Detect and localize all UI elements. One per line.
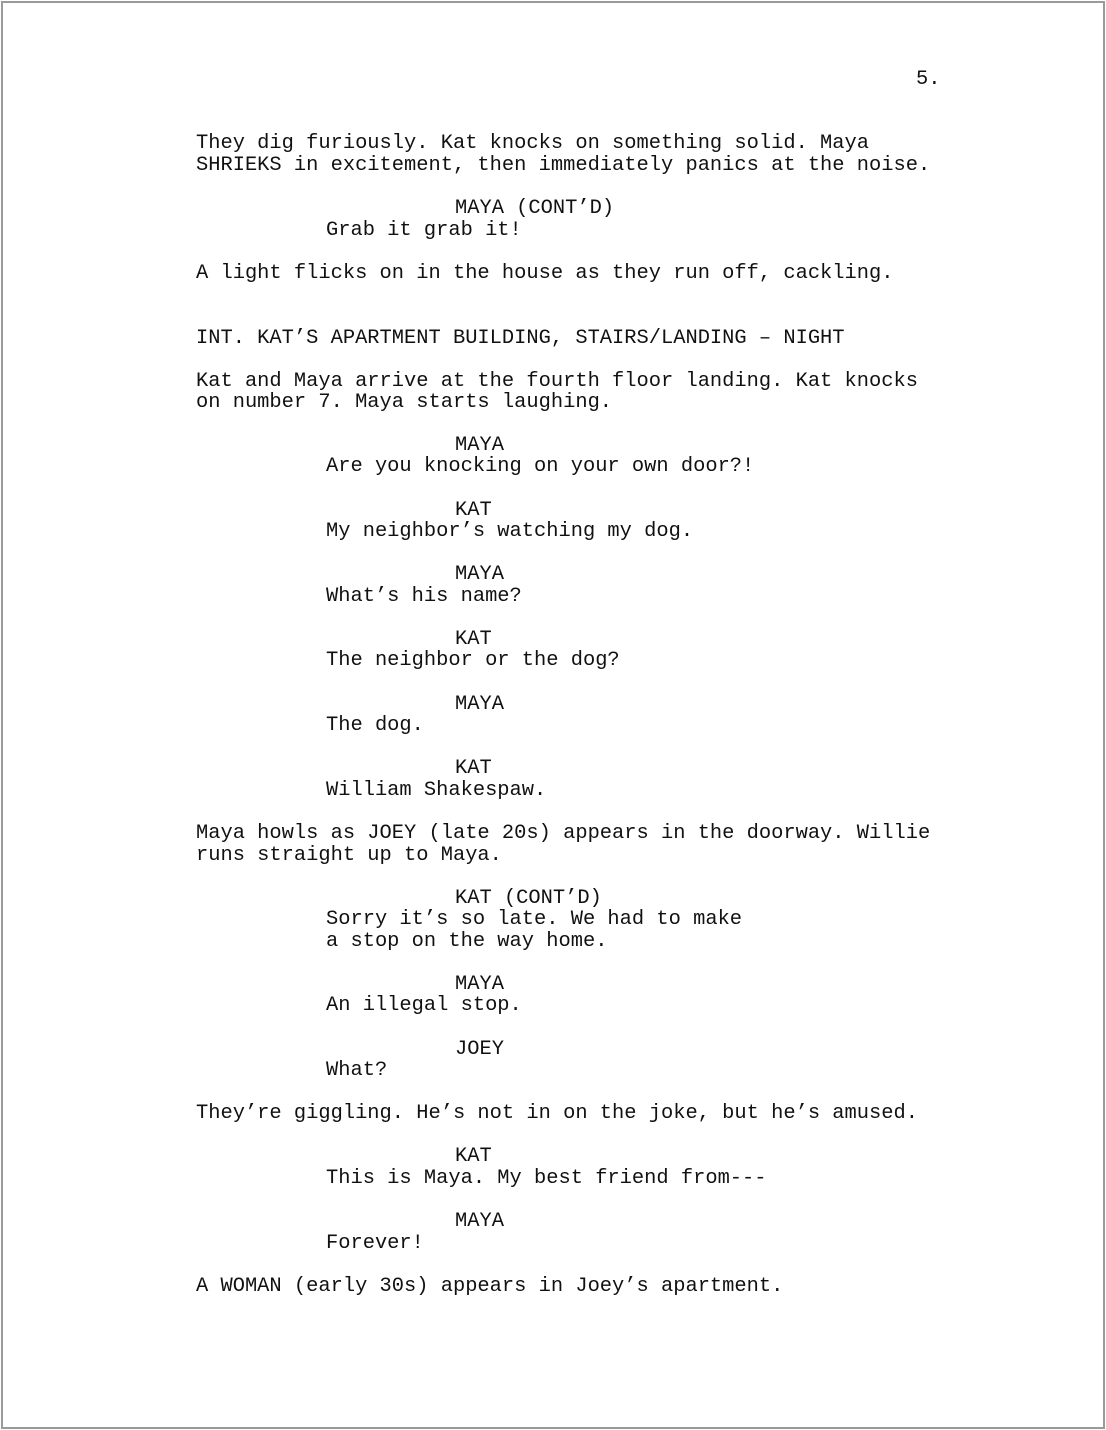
action-line: Maya howls as JOEY (late 20s) appears in the doorway. Willie xyxy=(196,822,931,845)
character-cue: KAT xyxy=(455,499,492,522)
dialogue-line: This is Maya. My best friend from--- xyxy=(326,1167,767,1190)
dialogue-line: Are you knocking on your own door?! xyxy=(326,455,755,478)
action-line: runs straight up to Maya. xyxy=(196,844,502,867)
dialogue-line: Grab it grab it! xyxy=(326,219,522,242)
action-line: Kat and Maya arrive at the fourth floor landing. Kat knocks xyxy=(196,370,918,393)
character-cue: MAYA (CONT’D) xyxy=(455,197,615,220)
dialogue-line: Sorry it’s so late. We had to make xyxy=(326,908,743,931)
action-line: They’re giggling. He’s not in on the joke, but he’s amused. xyxy=(196,1102,918,1125)
dialogue-line: My neighbor’s watching my dog. xyxy=(326,520,694,543)
dialogue-line: What’s his name? xyxy=(326,585,522,608)
dialogue-line: William Shakespaw. xyxy=(326,779,547,802)
action-line: SHRIEKS in excitement, then immediately panics at the noise. xyxy=(196,154,931,177)
action-line: A light flicks on in the house as they run off, cackling. xyxy=(196,262,894,285)
dialogue-line: An illegal stop. xyxy=(326,994,522,1017)
character-cue: MAYA xyxy=(455,434,504,457)
dialogue-line: The neighbor or the dog? xyxy=(326,649,620,672)
character-cue: KAT xyxy=(455,628,492,651)
action-line: A WOMAN (early 30s) appears in Joey’s apartment. xyxy=(196,1275,784,1298)
dialogue-line: a stop on the way home. xyxy=(326,930,608,953)
character-cue: MAYA xyxy=(455,1210,504,1233)
character-cue: MAYA xyxy=(455,563,504,586)
character-cue: KAT xyxy=(455,1145,492,1168)
character-cue: MAYA xyxy=(455,973,504,996)
action-line: They dig furiously. Kat knocks on something solid. Maya xyxy=(196,132,870,155)
dialogue-line: What? xyxy=(326,1059,388,1082)
character-cue: MAYA xyxy=(455,693,504,716)
scene-heading: INT. KAT’S APARTMENT BUILDING, STAIRS/LANDING – NIGHT xyxy=(196,327,845,350)
dialogue-line: Forever! xyxy=(326,1232,424,1255)
action-line: on number 7. Maya starts laughing. xyxy=(196,391,613,414)
character-cue: KAT xyxy=(455,757,492,780)
character-cue: KAT (CONT’D) xyxy=(455,887,602,910)
page-number: 5. xyxy=(916,68,941,91)
dialogue-line: The dog. xyxy=(326,714,424,737)
character-cue: JOEY xyxy=(455,1038,504,1061)
